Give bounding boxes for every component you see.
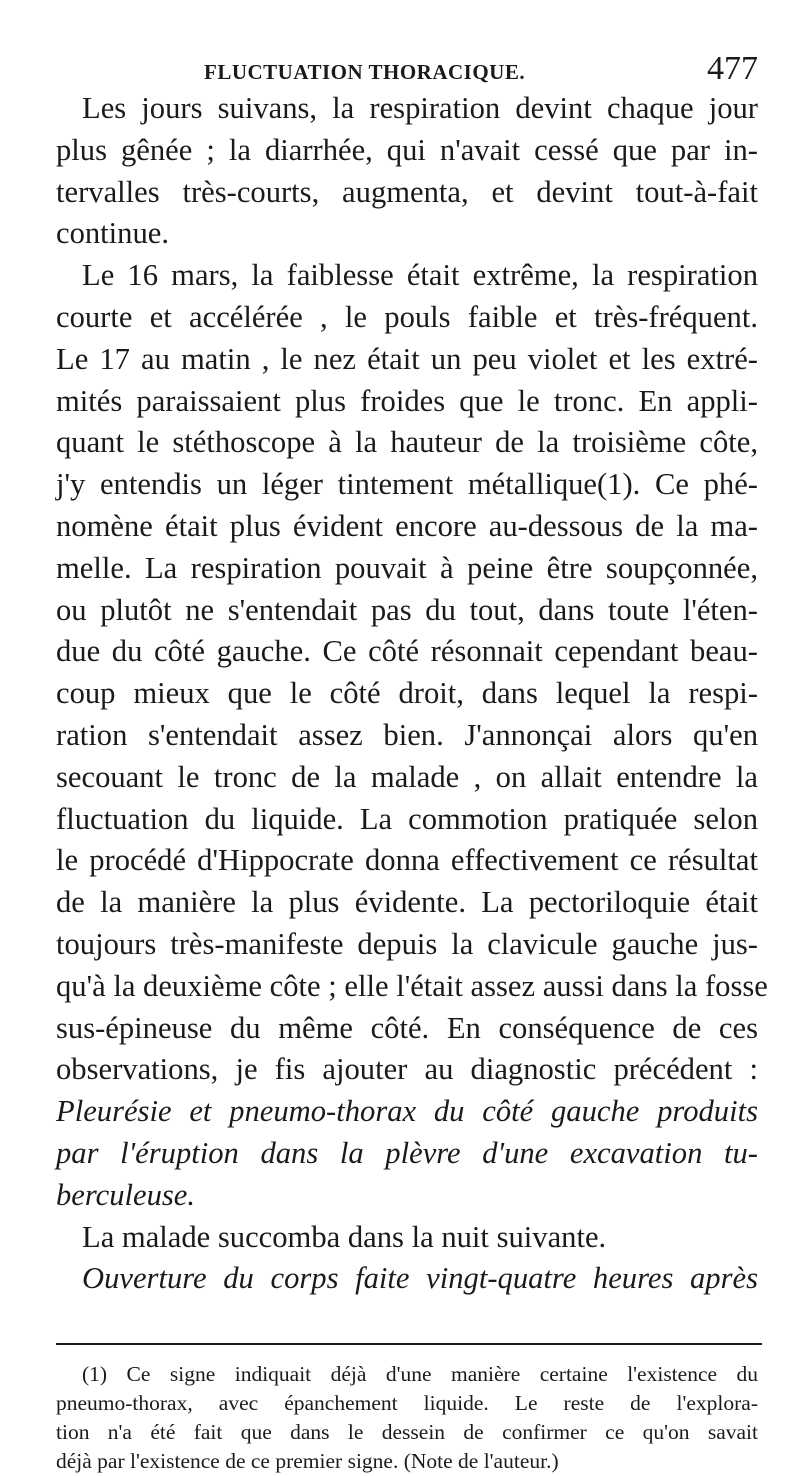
text-line: La malade succomba dans la nuit suivante. (82, 1219, 607, 1254)
text-line: sus-épineuse du même côté. En conséquence de ces (56, 1010, 758, 1045)
text-line: tervalles très-courts, augmenta, et devint tout-à-fait (56, 174, 758, 209)
running-title: FLUCTUATION THORACIQUE. (204, 60, 526, 84)
text-line: due du côté gauche. Ce côté résonnait cependant beau- (56, 634, 758, 669)
text-line: ration s'entendait assez bien. J'annonçai alors qu'en (56, 717, 758, 752)
text-line: toujours très-manifeste depuis la clavicule gauche jus- (56, 926, 758, 961)
text-line: mités paraissaient plus froides que le tronc. En appli- (56, 383, 758, 418)
body-text (56, 88, 768, 1300)
footnote (56, 1360, 758, 1476)
footnote-line: tion n'a été fait que dans le dessein de confirmer ce qu'on savait (56, 1420, 758, 1444)
text-line: secouant le tronc de la malade , on allait entendre la (56, 759, 758, 794)
text-line: courte et accélérée , le pouls faible et très-fréquent. (56, 299, 758, 334)
text-line: nomène était plus évident encore au-dessous de la ma- (56, 508, 758, 543)
text-line: fluctuation du liquide. La commotion pratiquée selon (56, 801, 758, 836)
text-line: quant le stéthoscope à la hauteur de la troisième côte, (56, 425, 758, 460)
diagnosis-line: par l'éruption dans la plèvre d'une excavation tu- (56, 1135, 758, 1170)
footnote-line: (1) Ce signe indiquait déjà d'une manière certaine l'existence du (82, 1362, 758, 1386)
text-line: melle. La respiration pouvait à peine être soupçonnée, (56, 550, 758, 585)
text-line: plus gênée ; la diarrhée, qui n'avait cessé que par in- (56, 132, 758, 167)
footnote-separator (56, 1343, 762, 1345)
text-line: de la manière la plus évidente. La pectoriloquie était (56, 885, 758, 920)
text-line: observations, je fis ajouter au diagnostic précédent : (56, 1052, 758, 1087)
text-line: le procédé d'Hippocrate donna effectivement ce résultat (56, 843, 758, 878)
text-line: j'y entendis un léger tintement métallique(1). Ce phé- (56, 467, 758, 502)
text-line: Le 17 au matin , le nez était un peu violet et les extré- (56, 341, 758, 376)
text-line: continue. (56, 216, 169, 251)
section-heading-line: Ouverture du corps faite vingt-quatre heures après (82, 1261, 758, 1296)
text-line: coup mieux que le côté droit, dans lequel la respi- (56, 676, 758, 711)
text-line: ou plutôt ne s'entendait pas du tout, dans toute l'éten- (56, 592, 758, 627)
page-number: 477 (707, 50, 758, 87)
text-line: Les jours suivans, la respiration devint chaque jour (82, 91, 758, 125)
footnote-line: pneumo-thorax, avec épanchement liquide. Le reste de l'explora- (56, 1391, 758, 1415)
footnote-line: déjà par l'existence de ce premier signe. (Note de l'auteur.) (56, 1449, 559, 1473)
text-line: qu'à la deuxième côte ; elle l'était assez aussi dans la fosse (56, 968, 768, 1003)
diagnosis-line: berculeuse. (56, 1177, 196, 1212)
text-line: Le 16 mars, la faiblesse était extrême, la respiration (82, 258, 758, 293)
diagnosis-line: Pleurésie et pneumo-thorax du côté gauche produits (56, 1094, 758, 1129)
